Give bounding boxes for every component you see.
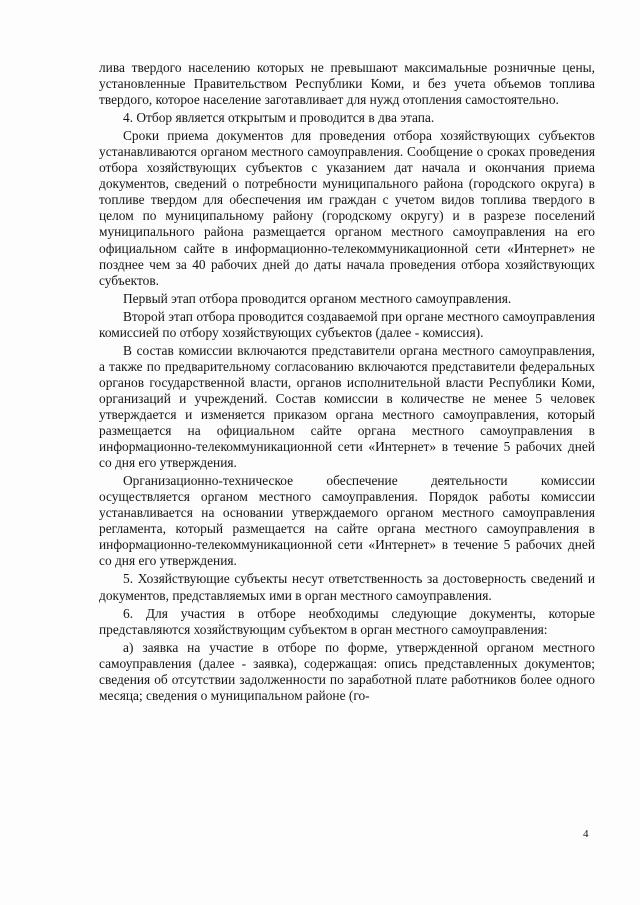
document-body <box>99 60 595 706</box>
paragraph-commission-composition: В состав комиссии включаются представители органа местного самоуправления, а также по предварительному согласованию включаются представители федеральных органов государственной власти, органов исполнительной власти Республики Коми, организаций и учреждений. Состав комиссии в количестве не менее 5 человек утверждается и изменяется приказом органа местного самоуправления, который размещается на официальном сайте органа местного самоуправления в информационно-телекоммуникационной сети «Интернет» в течение 5 рабочих дней со дня его утверждения. <box>99 342 595 471</box>
paragraph-item-6: 6. Для участия в отборе необходимы следующие документы, которые представляются хозяйствующим субъектом в орган местного самоуправления: <box>99 605 595 637</box>
paragraph-item-5: 5. Хозяйствующие субъекты несут ответственность за достоверность сведений и документов, представляемых ими в орган местного самоуправления. <box>99 571 595 603</box>
paragraph-item-6a: а) заявка на участие в отборе по форме, утвержденной органом местного самоуправления (далее - заявка), содержащая: опись представленных документов; сведения об отсутствии задолженности по заработной плате работников более одного месяца; сведения о муниципальном районе (го- <box>99 639 595 703</box>
paragraph-continuation: лива твердого населению которых не превышают максимальные розничные цены, установленные Правительством Республики Коми, и без учета объемов топлива твердого, которое население заготавливает для нужд отопления самостоятельно. <box>99 60 595 108</box>
paragraph-deadlines: Сроки приема документов для проведения отбора хозяйствующих субъектов устанавливаются органом местного самоуправления. Сообщение о сроках проведения отбора хозяйствующих субъектов с указанием дат начала и окончания приема документов, сведений о потребности муниципального района (городского округа) в топливе твердом для обеспечения им граждан с учетом видов топлива твердого в целом по муниципальному району (городскому округу) и в разрезе поселений муниципального района размещается органом местного самоуправления на его официальном сайте в информационно-телекоммуникационной сети «Интернет» не позднее чем за 40 рабочих дней до даты начала проведения отбора хозяйствующих субъектов. <box>99 128 595 288</box>
paragraph-second-stage: Второй этап отбора проводится создаваемой при органе местного самоуправления комиссией по отбору хозяйствующих субъектов (далее - комиссия). <box>99 308 595 340</box>
paragraph-first-stage: Первый этап отбора проводится органом местного самоуправления. <box>123 290 512 306</box>
paragraph-commission-support: Организационно-техническое обеспечение деятельности комиссии осуществляется органом местного самоуправления. Порядок работы комиссии устанавливается на основании утверждаемого органом местного самоуправления регламента, который размещается на сайте органа местного самоуправления в информационно-телекоммуникационной сети «Интернет» в течение 5 рабочих дней со дня его утверждения. <box>99 473 595 569</box>
paragraph-item-4: 4. Отбор является открытым и проводится в два этапа. <box>123 110 435 126</box>
page-number: 4 <box>583 828 589 840</box>
